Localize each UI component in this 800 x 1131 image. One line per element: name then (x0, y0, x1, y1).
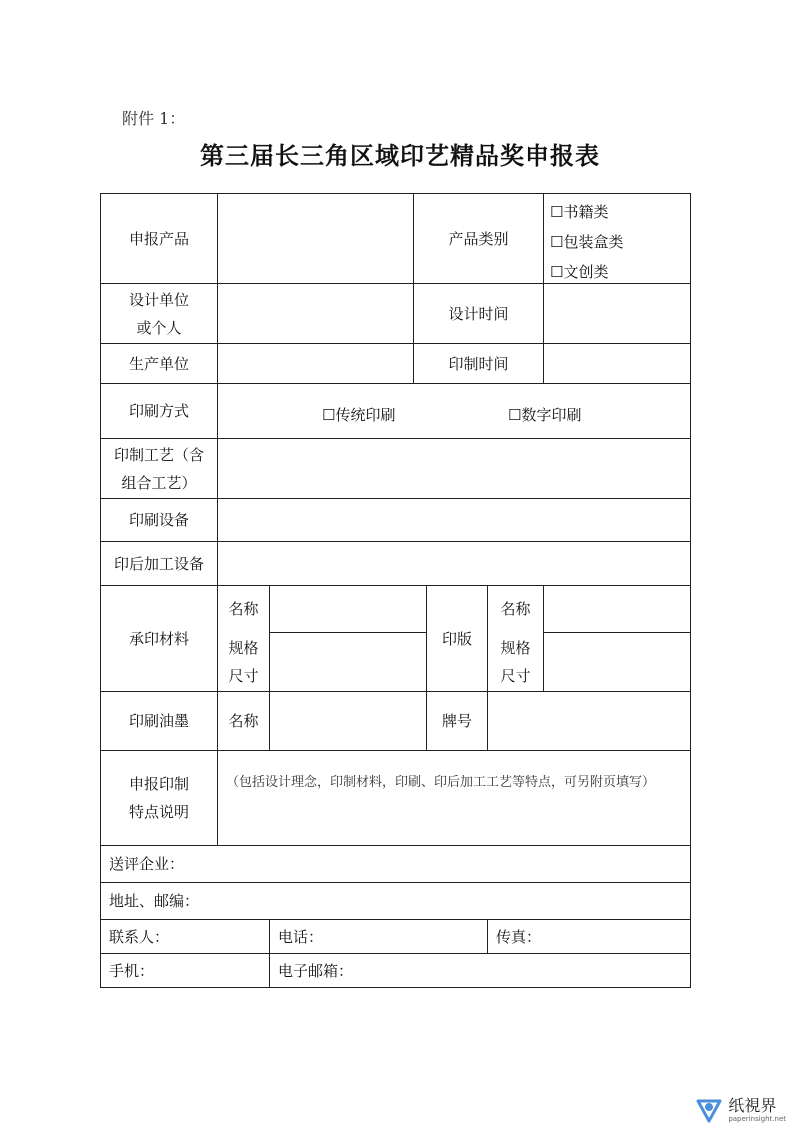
designer-field[interactable] (218, 284, 413, 343)
submitter-label[interactable]: 送评企业： (109, 855, 185, 873)
category-option-cultural[interactable]: ☐文创类 (550, 263, 609, 281)
phone-label[interactable]: 电话： (278, 927, 324, 946)
brand-label: 牌号 (441, 712, 472, 730)
print-method-digital[interactable]: ☐数字印刷 (508, 406, 582, 424)
watermark (694, 1095, 786, 1125)
watermark-url: paperinsight.net (728, 1114, 786, 1123)
features-field[interactable] (218, 792, 690, 844)
substrate-name-label: 名称 (228, 600, 259, 618)
post-equipment-label: 印后加工设备 (113, 554, 204, 573)
equipment-field[interactable] (218, 499, 690, 541)
mobile-label[interactable]: 手机： (109, 961, 155, 980)
equipment-label: 印刷设备 (128, 511, 189, 529)
substrate-spec-field[interactable] (270, 633, 426, 691)
email-label[interactable]: 电子邮箱： (278, 961, 354, 980)
designer-label-line1: 设计单位 (128, 290, 189, 309)
producer-label: 生产单位 (128, 354, 189, 373)
producer-field[interactable] (218, 344, 413, 383)
print-time-label: 印制时间 (448, 354, 509, 373)
substrate-label: 承印材料 (128, 629, 189, 648)
features-note: （包括设计理念，印制材料，印刷、印后加工工艺等特点，可另附页填写） (226, 775, 656, 790)
features-label (101, 751, 217, 845)
form-title: 第三届长三角区域印艺精品奖申报表 (200, 141, 600, 170)
category-label: 产品类别 (448, 229, 509, 248)
features-label-line2: 特点说明 (128, 803, 189, 821)
fax-label[interactable]: 传真： (496, 927, 542, 946)
plate-name-label: 名称 (500, 600, 531, 618)
print-time-field[interactable] (544, 344, 690, 383)
craft-label (101, 439, 217, 498)
substrate-name-field[interactable] (270, 586, 426, 632)
design-time-field[interactable] (544, 284, 690, 343)
substrate-spec-label (218, 633, 269, 691)
plate-spec-line2: 尺寸 (500, 667, 531, 685)
ink-name-label: 名称 (228, 712, 259, 730)
ink-label: 印刷油墨 (128, 712, 189, 730)
address-label[interactable]: 地址、邮编： (109, 892, 200, 910)
craft-label-line1: 印制工艺（含 (113, 445, 204, 464)
plate-spec-field[interactable] (544, 633, 690, 691)
substrate-spec-line2: 尺寸 (228, 667, 259, 685)
plate-spec-label (488, 633, 543, 691)
plate-label: 印版 (441, 629, 472, 648)
paperinsight-logo-icon (694, 1095, 724, 1125)
substrate-spec-line1: 规格 (228, 639, 259, 657)
designer-label-line2: 或个人 (136, 318, 182, 337)
craft-field[interactable] (218, 439, 690, 498)
plate-name-field[interactable] (544, 586, 690, 632)
craft-label-line2: 组合工艺） (121, 473, 197, 492)
design-time-label: 设计时间 (448, 304, 509, 323)
print-method-label: 印刷方式 (128, 402, 189, 420)
category-option-packaging[interactable]: ☐包装盒类 (550, 233, 624, 251)
features-label-line1: 申报印制 (128, 775, 189, 793)
product-field[interactable] (218, 194, 413, 283)
contact-label[interactable]: 联系人： (109, 927, 170, 946)
ink-name-field[interactable] (270, 692, 426, 750)
post-equipment-field[interactable] (218, 542, 690, 585)
designer-label (101, 284, 217, 343)
attachment-label: 附件 1： (122, 109, 186, 128)
plate-spec-line1: 规格 (500, 639, 531, 657)
watermark-name: 纸視界 (728, 1095, 777, 1115)
print-method-traditional[interactable]: ☐传统印刷 (322, 406, 396, 424)
brand-field[interactable] (488, 692, 690, 750)
category-option-books[interactable]: ☐书籍类 (550, 203, 609, 221)
product-label: 申报产品 (128, 229, 189, 248)
